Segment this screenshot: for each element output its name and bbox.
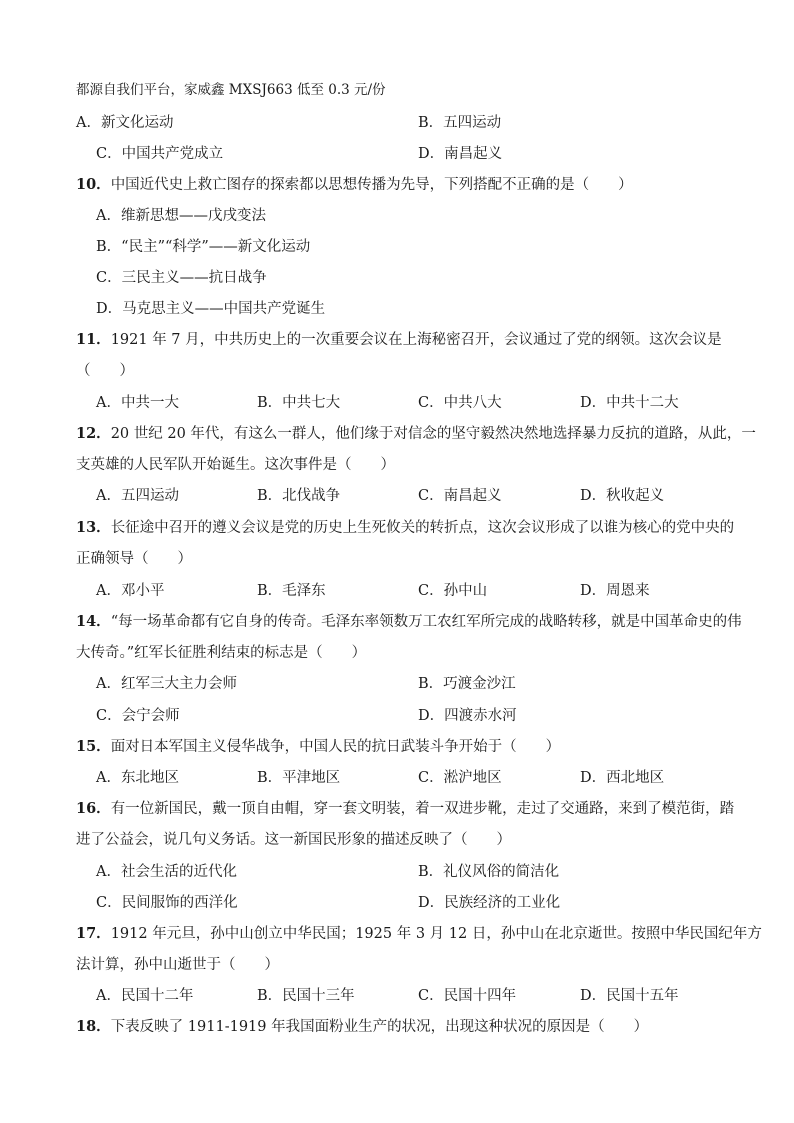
q14-option-c: C．会宁会师	[96, 708, 180, 724]
question-text: “每一场革命都有它自身的传奇。毛泽东率领数万工农红军所完成的战略转移，就是中国革命史的伟	[110, 614, 742, 630]
q16-text-continued: 进了公益会，说几句义务话。这一新国民形象的描述反映了（ ）	[76, 832, 511, 848]
q11-option-d: D．中共十二大	[580, 395, 679, 411]
question-17	[76, 924, 762, 944]
q9-option-c: C．中国共产党成立	[96, 146, 224, 162]
q17-option-b: B．民国十三年	[257, 988, 355, 1004]
question-text: 下表反映了 1911-1919 年我国面粉业生产的状况，出现这种状况的原因是（ ）	[110, 1019, 649, 1035]
q12-option-b: B．北伐战争	[257, 488, 341, 504]
q12-option-a: A．五四运动	[96, 488, 179, 504]
q13-option-b: B．毛泽东	[257, 583, 326, 599]
q14-option-d: D．四渡赤水河	[418, 708, 517, 724]
header-note: 都源自我们平台，家威鑫 MXSJ663 低至 0.3 元/份	[76, 82, 386, 98]
q12-option-c: C．南昌起义	[418, 488, 502, 504]
question-18	[76, 1017, 648, 1037]
q12-option-d: D．秋收起义	[580, 488, 665, 504]
q13-option-d: D．周恩来	[580, 583, 650, 599]
question-text: 20 世纪 20 年代，有这么一群人，他们缘于对信念的坚守毅然决然地选择暴力反抗的道路，从此，一	[110, 426, 756, 442]
question-13	[76, 518, 734, 538]
question-number: 10．	[76, 176, 111, 193]
question-15	[76, 737, 560, 757]
question-number: 18．	[76, 1018, 111, 1035]
q16-option-b: B．礼仪风俗的简洁化	[418, 864, 560, 880]
question-14	[76, 612, 742, 632]
q10-option-b: B．“民主”“科学”——新文化运动	[96, 239, 311, 255]
q9-option-b: B．五四运动	[418, 115, 502, 131]
q14-option-b: B．巧渡金沙江	[418, 676, 516, 692]
q13-option-c: C．孙中山	[418, 583, 488, 599]
question-number: 14．	[76, 613, 111, 630]
q9-option-d: D．南昌起义	[418, 146, 503, 162]
q11-option-c: C．中共八大	[418, 395, 502, 411]
q10-option-c: C．三民主义——抗日战争	[96, 270, 267, 286]
q17-option-a: A．民国十二年	[96, 988, 194, 1004]
question-text: 中国近代史上救亡图存的探索都以思想传播为先导，下列搭配不正确的是（ ）	[110, 177, 633, 193]
q16-option-c: C．民间服饰的西洋化	[96, 895, 238, 911]
question-number: 13．	[76, 519, 111, 536]
q9-option-a: A．新文化运动	[76, 115, 174, 131]
question-text: 长征途中召开的遵义会议是党的历史上生死攸关的转折点，这次会议形成了以谁为核心的党中央的	[110, 520, 735, 536]
q10-option-d: D．马克思主义——中国共产党诞生	[96, 301, 326, 317]
q15-option-b: B．平津地区	[257, 770, 341, 786]
question-text: 1912 年元旦，孙中山创立中华民国；1925 年 3 月 12 日，孙中山在北京逝世。按照中华民国纪年方	[110, 926, 762, 942]
q17-text-continued: 法计算，孙中山逝世于（ ）	[76, 957, 279, 973]
question-10	[76, 175, 633, 195]
q14-option-a: A．红军三大主力会师	[96, 676, 237, 692]
q12-text-continued: 支英雄的人民军队开始诞生。这次事件是（ ）	[76, 457, 395, 473]
question-11	[76, 330, 722, 350]
question-text: 有一位新国民，戴一顶自由帽，穿一套文明装，着一双进步靴，走过了交通路，来到了模范街，踏	[110, 801, 735, 817]
q10-option-a: A．维新思想——戊戌变法	[96, 208, 266, 224]
q17-option-d: D．民国十五年	[580, 988, 679, 1004]
q13-option-a: A．邓小平	[96, 583, 165, 599]
q16-option-d: D．民族经济的工业化	[418, 895, 561, 911]
question-number: 11．	[76, 331, 111, 348]
q11-option-a: A．中共一大	[96, 395, 179, 411]
question-16	[76, 799, 734, 819]
q16-option-a: A．社会生活的近代化	[96, 864, 237, 880]
q11-text-continued: （ ）	[76, 363, 134, 379]
question-number: 12．	[76, 425, 111, 442]
q14-text-continued: 大传奇。”红军长征胜利结束的标志是（ ）	[76, 645, 367, 661]
question-text: 1921 年 7 月，中共历史上的一次重要会议在上海秘密召开，会议通过了党的纲领。这次会议是	[110, 332, 722, 348]
q17-option-c: C．民国十四年	[418, 988, 517, 1004]
question-number: 16．	[76, 800, 111, 817]
q11-option-b: B．中共七大	[257, 395, 341, 411]
q15-option-d: D．西北地区	[580, 770, 665, 786]
question-text: 面对日本军国主义侵华战争，中国人民的抗日武装斗争开始于（ ）	[110, 739, 561, 755]
question-number: 17．	[76, 925, 111, 942]
q15-option-c: C．淞沪地区	[418, 770, 502, 786]
question-12	[76, 424, 756, 444]
q13-text-continued: 正确领导（ ）	[76, 551, 192, 567]
question-number: 15．	[76, 738, 111, 755]
q15-option-a: A．东北地区	[96, 770, 179, 786]
